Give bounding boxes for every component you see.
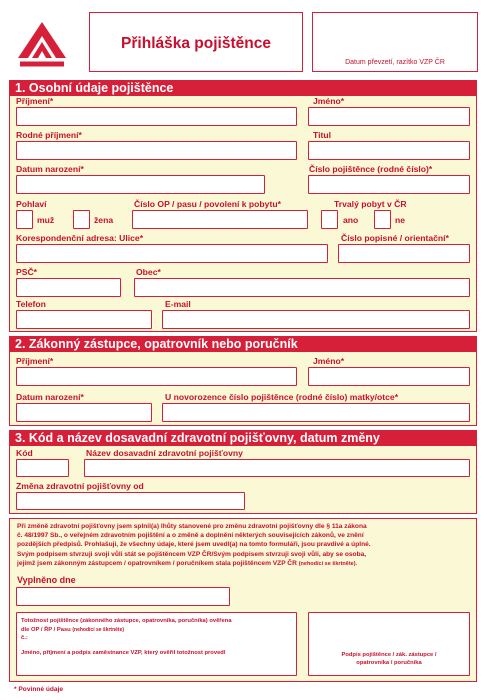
label-cislo-op: Číslo OP / pasu / povolení k pobytu* bbox=[134, 199, 281, 209]
verification-line-1: Totožnost pojištěnce (zákonného zástupce, opatrovníka, poručníka) ověřena bbox=[21, 618, 232, 624]
label-nazev: Název dosavadní zdravotní pojišťovny bbox=[86, 448, 243, 458]
label-jmeno: Jméno* bbox=[313, 96, 345, 106]
rodne-prijmeni-field[interactable] bbox=[16, 141, 297, 160]
section-3-title: 3. Kód a název dosavadní zdravotní pojišťovny, datum změny bbox=[9, 430, 477, 446]
verification-note: (nehodící se škrtněte) bbox=[72, 626, 125, 633]
obec-field[interactable] bbox=[134, 278, 470, 297]
declaration-line-3: pozdějších předpisů. Prohlašuji, že všechny údaje, které jsem uvedl(a) na tomto formuláři, jsou pravdivé a úplné. bbox=[17, 541, 371, 549]
declaration-note: (nehodící se škrtněte). bbox=[298, 560, 358, 567]
title-box bbox=[89, 12, 303, 72]
s2-jmeno-field[interactable] bbox=[308, 367, 470, 386]
telefon-field[interactable] bbox=[16, 310, 152, 329]
verification-text bbox=[21, 617, 293, 657]
label-cislo-pojistence: Číslo pojištěnce (rodné číslo)* bbox=[309, 164, 433, 174]
label-vyplneno: Vyplněno dne bbox=[17, 575, 76, 585]
verification-box bbox=[16, 612, 297, 676]
label-s2-cislo-matky: U novorozence číslo pojištěnce (rodné číslo) matky/otce* bbox=[165, 392, 399, 402]
prijmeni-field[interactable] bbox=[16, 107, 297, 126]
vzp-logo bbox=[12, 18, 72, 70]
label-trvaly-pobyt: Trvalý pobyt v ČR bbox=[334, 199, 407, 209]
label-kod: Kód bbox=[16, 448, 33, 458]
checkbox-ano[interactable] bbox=[321, 210, 338, 229]
titul-field[interactable] bbox=[308, 141, 470, 160]
label-cislo-popisne: Číslo popisné / orientační* bbox=[341, 233, 449, 243]
checkbox-ne[interactable] bbox=[374, 210, 391, 229]
checkbox-zena[interactable] bbox=[73, 210, 90, 229]
label-email: E-mail bbox=[165, 299, 191, 309]
label-s2-prijmeni: Příjmení* bbox=[16, 356, 54, 366]
label-zmena: Změna zdravotní pojišťovny od bbox=[16, 481, 144, 491]
declaration-line-5: jejímž jsem zákonným zástupcem / opatrovníkem / poručníkem stala pojištěncem VZP ČR bbox=[17, 559, 297, 567]
verification-line-3: č.: bbox=[21, 635, 28, 642]
label-datum-narozeni: Datum narození* bbox=[16, 164, 84, 174]
nazev-field[interactable] bbox=[84, 459, 470, 477]
label-prijmeni: Příjmení* bbox=[16, 96, 54, 106]
declaration-line-2: č. 48/1997 Sb., o veřejném zdravotním pojištění a o změně a doplnění některých souvisejících zákonů, ve znění bbox=[17, 532, 364, 540]
required-note: * Povinné údaje bbox=[14, 686, 64, 693]
label-zena: žena bbox=[94, 215, 114, 225]
declaration-line-1: Při změně zdravotní pojišťovny jsem splnil(a) lhůty stanovené pro změnu zdravotní pojišťovny dle § 11a zákona bbox=[17, 523, 367, 530]
label-s2-datum-narozeni: Datum narození* bbox=[16, 392, 84, 402]
signature-text bbox=[309, 651, 469, 667]
cislo-popisne-field[interactable] bbox=[338, 244, 470, 263]
section-2-title: 2. Zákonný zástupce, opatrovník nebo poručník bbox=[9, 336, 477, 352]
ulice-field[interactable] bbox=[16, 244, 328, 263]
verification-line-2: dle OP / ŘP / Pasu bbox=[21, 626, 71, 633]
signature-box[interactable] bbox=[308, 612, 470, 676]
logo-icon bbox=[12, 18, 72, 70]
jmeno-field[interactable] bbox=[308, 107, 470, 126]
label-titul: Titul bbox=[313, 130, 331, 140]
stamp-box bbox=[312, 12, 478, 72]
stamp-label: Datum převzetí, razítko VZP ČR bbox=[345, 59, 445, 66]
label-adresa: Korespondenční adresa: Ulice* bbox=[16, 233, 144, 243]
zmena-field[interactable] bbox=[16, 492, 245, 510]
verification-line-4: Jméno, příjmení a podpis zaměstnance VZP, který ověřil totožnost provedl bbox=[21, 649, 226, 656]
kod-field[interactable] bbox=[16, 459, 69, 477]
datum-narozeni-field[interactable] bbox=[16, 175, 265, 194]
checkbox-muz[interactable] bbox=[16, 210, 33, 229]
page-title: Přihláška pojištěnce bbox=[121, 35, 271, 52]
label-rodne-prijmeni: Rodné příjmení* bbox=[16, 130, 82, 140]
s2-prijmeni-field[interactable] bbox=[16, 367, 297, 386]
psc-field[interactable] bbox=[16, 278, 121, 297]
cislo-pojistence-field[interactable] bbox=[308, 175, 470, 194]
label-ne: ne bbox=[395, 215, 406, 225]
label-ano: ano bbox=[343, 215, 359, 225]
label-pohlavi: Pohlaví bbox=[16, 199, 47, 209]
s2-cislo-matky-field[interactable] bbox=[162, 403, 470, 422]
s2-datum-narozeni-field[interactable] bbox=[16, 403, 152, 422]
label-s2-jmeno: Jméno* bbox=[313, 356, 345, 366]
cislo-op-field[interactable] bbox=[132, 210, 308, 229]
signature-line-1: Podpis pojištěnce / zák. zástupce / bbox=[341, 652, 437, 658]
label-psc: PSČ* bbox=[16, 267, 38, 277]
vyplneno-field[interactable] bbox=[16, 587, 230, 606]
declaration-line-4: Svým podpisem stvrzuji svoji vůli stát se pojištěncem VZP ČR/Svým podpisem stvrzuji svoji vůli, aby se osoba, bbox=[17, 550, 367, 558]
section-1-title: 1. Osobní údaje pojištěnce bbox=[9, 80, 477, 96]
label-telefon: Telefon bbox=[16, 299, 46, 309]
label-muz: muž bbox=[37, 215, 55, 225]
email-field[interactable] bbox=[162, 310, 470, 329]
label-obec: Obec* bbox=[136, 267, 161, 277]
declaration-text bbox=[17, 522, 473, 569]
signature-line-2: opatrovníka / poručníka bbox=[356, 660, 422, 666]
